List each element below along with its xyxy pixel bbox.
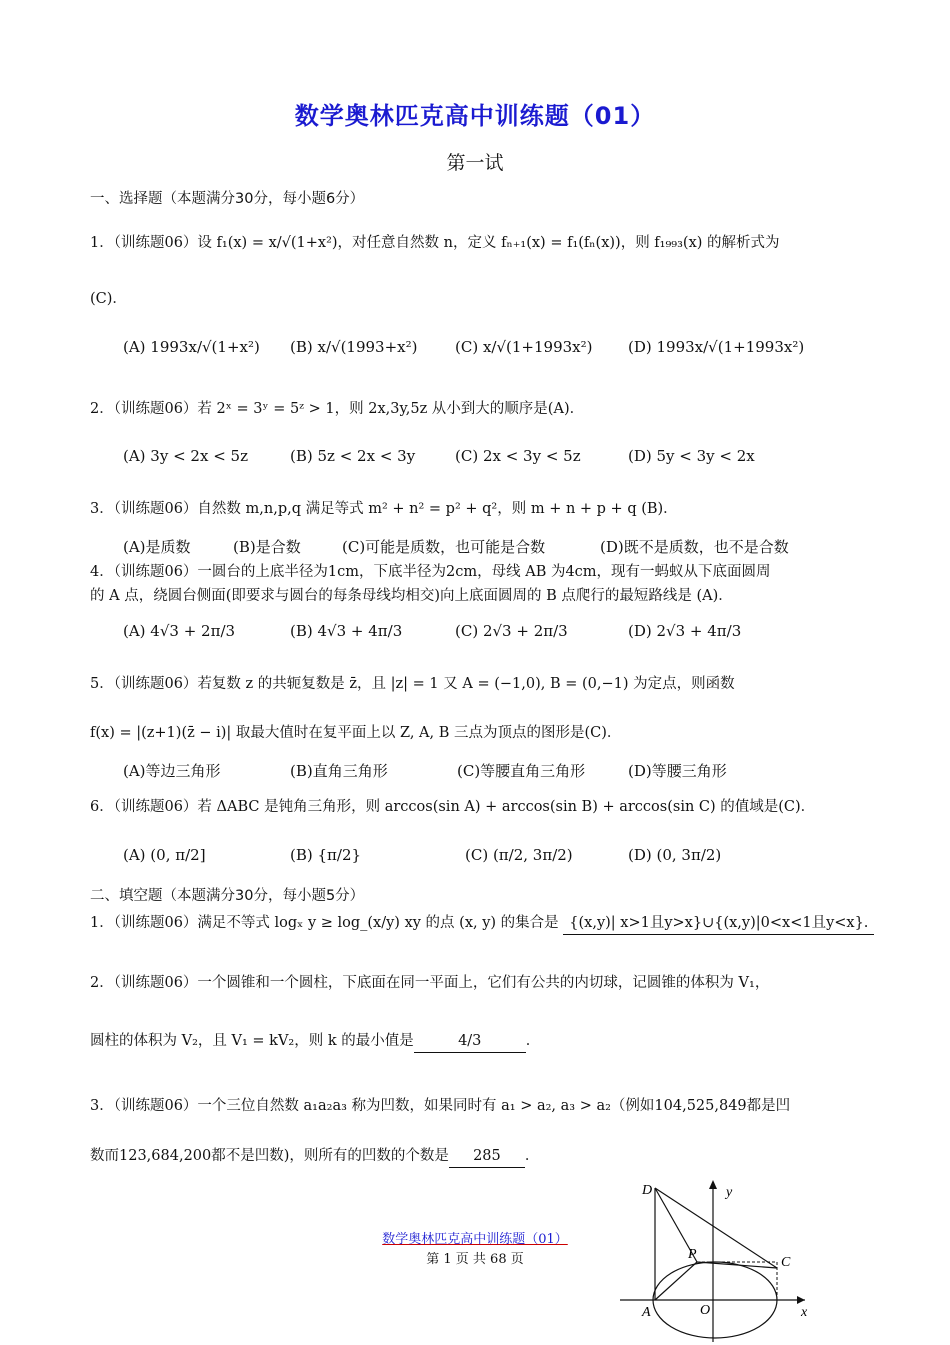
q3-option-a: (A)是质数 [123, 538, 191, 556]
footer-title-text: 数学奥林匹克高中训练题（01） [382, 1232, 568, 1247]
section-heading-fill: 二、填空题（本题满分30分，每小题5分） [90, 888, 365, 904]
q3-text: 3．（训练题06）自然数 m,n,p,q 满足等式 m² + n² = p² + q²，则 m + n + p + q (B)． [90, 501, 678, 517]
f1-question: 1．（训练题06）满足不等式 logₓ y ≥ log_(x/y) xy 的点 (x, y) 的集合是 [90, 915, 559, 931]
f2-question: 圆柱的体积为 V₂，且 V₁ = kV₂，则 k 的最小值是 [90, 1033, 414, 1049]
q1-option-a: (A) 1993x/√(1+x²) [123, 338, 260, 356]
q1-text: 1．（训练题06）设 f₁(x) = x/√(1+x²)，对任意自然数 n，定义 fₙ₊₁(x) = f₁(fₙ(x))，则 f₁₉₉₃(x) 的解析式为 [90, 235, 780, 251]
q2-option-d: (D) 5y < 3y < 2x [628, 447, 755, 465]
q4-text-1: 4．（训练题06）一圆台的上底半径为1cm，下底半径为2cm，母线 AB 为4cm，现有一蚂蚁从下底面圆周 [90, 564, 771, 580]
figure-label-d: D [642, 1183, 653, 1198]
figure-label-o: O [700, 1303, 711, 1318]
f1-text [90, 912, 869, 935]
figure-label-y: y [726, 1185, 733, 1200]
q4-option-b: (B) 4√3 + 4π/3 [290, 622, 403, 640]
figure-label-a: A [642, 1305, 651, 1320]
q2-option-a: (A) 3y < 2x < 5z [123, 447, 248, 465]
q5-text-2: f(x) = |(z+1)(z̄ − i)| 取最大值时在复平面上以 Z, A, B 三点为顶点的图形是(C)． [90, 725, 622, 741]
f3-text-1: 3．（训练题06）一个三位自然数 a₁a₂a₃ 称为凹数，如果同时有 a₁ > a₂, a₃ > a₂（例如104,525,849都是凹 [90, 1098, 791, 1114]
q4-option-d: (D) 2√3 + 4π/3 [628, 622, 742, 640]
q2-option-b: (B) 5z < 2x < 3y [290, 447, 416, 465]
q6-option-d: (D) (0, 3π/2) [628, 846, 722, 864]
section-heading-choice: 一、选择题（本题满分30分，每小题6分） [90, 191, 365, 207]
q2-text: 2．（训练题06）若 2ˣ = 3ʸ = 5ᶻ > 1，则 2x,3y,5z 从小到大的顺序是(A)． [90, 401, 585, 417]
f2-text-1: 2．（训练题06）一个圆锥和一个圆柱，下底面在同一平面上，它们有公共的内切球，记圆锥的体积为 V₁， [90, 975, 770, 991]
q5-option-a: (A)等边三角形 [123, 762, 221, 780]
q5-option-c: (C)等腰直角三角形 [457, 762, 586, 780]
q6-option-c: (C) (π/2, 3π/2) [465, 846, 573, 864]
f3-question: 数而123,684,200都不是凹数)，则所有的凹数的个数是 [90, 1148, 449, 1164]
f2-answer: 4/3 [414, 1030, 526, 1053]
page-title: 数学奥林匹克高中训练题（01） [294, 102, 656, 130]
footer-title [0, 1228, 950, 1247]
page-subtitle: 第一试 [446, 152, 504, 174]
q5-option-b: (B)直角三角形 [290, 762, 388, 780]
figure-label-p: P [688, 1247, 697, 1262]
f1-answer: {(x,y)| x>1且y>x}∪{(x,y)|0<x<1且y<x}. [563, 912, 874, 935]
q6-option-a: (A) (0, π/2] [123, 846, 206, 864]
q4-option-a: (A) 4√3 + 2π/3 [123, 622, 236, 640]
footer-page-number: 第 1 页 共 68 页 [426, 1252, 524, 1267]
q5-text-1: 5．（训练题06）若复数 z 的共轭复数是 z̄，且 |z| = 1 又 A = (−1,0), B = (0,−1) 为定点，则函数 [90, 676, 735, 692]
q3-option-c: (C)可能是质数，也可能是合数 [342, 538, 546, 556]
q5-option-d: (D)等腰三角形 [628, 762, 727, 780]
f3-answer: 285 [449, 1145, 525, 1168]
q3-option-b: (B)是合数 [233, 538, 301, 556]
q1-option-d: (D) 1993x/√(1+1993x²) [628, 338, 805, 356]
q2-option-c: (C) 2x < 3y < 5z [455, 447, 581, 465]
q1-answer-line: (C)． [90, 291, 127, 307]
q1-option-b: (B) x/√(1993+x²) [290, 338, 418, 356]
q1-option-c: (C) x/√(1+1993x²) [455, 338, 593, 356]
f3-text-2: 数而123,684,200都不是凹数)，则所有的凹数的个数是 285 ． [90, 1145, 860, 1168]
f2-text-2: 圆柱的体积为 V₂，且 V₁ = kV₂，则 k 的最小值是 4/3 ． [90, 1030, 860, 1053]
q6-text: 6．（训练题06）若 ΔABC 是钝角三角形，则 arccos(sin A) + arccos(sin B) + arccos(sin C) 的值域是(C)． [90, 799, 816, 815]
q4-text-2: 的 A 点，绕圆台侧面(即要求与圆台的每条母线均相交)向上底面圆周的 B 点爬行的最短路线是 (A)． [90, 588, 733, 604]
q3-option-d: (D)既不是质数，也不是合数 [600, 538, 789, 556]
q4-option-c: (C) 2√3 + 2π/3 [455, 622, 568, 640]
q6-option-b: (B) {π/2} [290, 846, 362, 864]
figure-label-x: x [801, 1305, 808, 1320]
figure-label-c: C [781, 1255, 791, 1270]
